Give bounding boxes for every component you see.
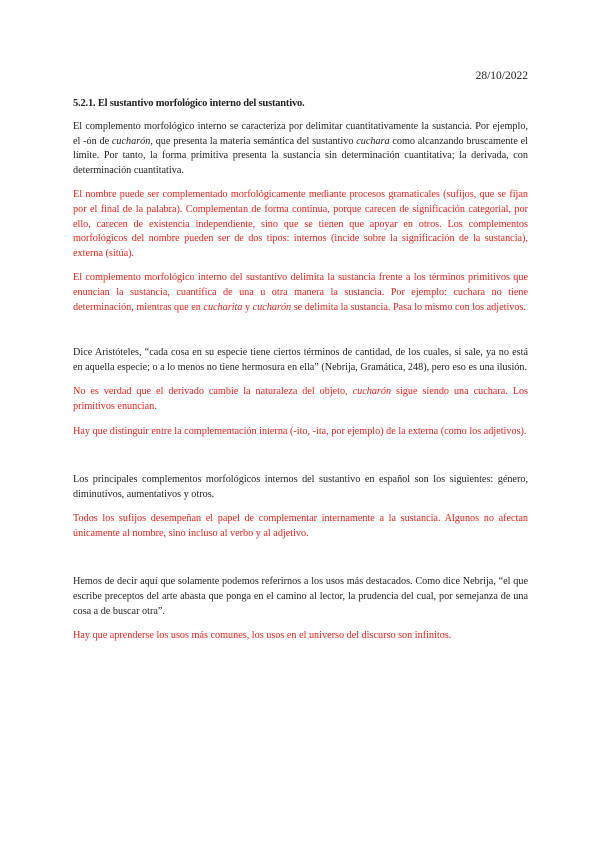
paragraph: Los principales complementos morfológicos internos del sustantivo en español son los siguientes: género, diminutivos, aumentativos y otros. — [73, 474, 528, 500]
spacer — [73, 551, 528, 575]
document-date: 28/10/2022 — [475, 70, 528, 82]
paragraph: Dice Aristóteles, “cada cosa en su especie tiene ciertos términos de cantidad, de los cuales, si sale, ya no está en aquella especie; o a lo menos no tiene hermosura en ella” (Nebrija, Gramática, 248), pero eso es una ilusión. — [73, 347, 528, 373]
note-paragraph: El complemento morfológico interno del sustantivo delimita la sustancia frente a los términos primitivos que enuncian la sustancia, cuantifica de una u otra manera la sustancia. Por ejemplo: cuchara no tiene determinación, mientras que en cucharita y cucharón se delimita la sustancia. Pasa lo mismo con los adjetivos. — [73, 272, 528, 313]
section-heading: 5.2.1. El sustantivo morfológico interno del sustantivo. — [73, 98, 305, 109]
paragraph: El complemento morfológico interno se caracteriza por delimitar cuantitativamente la sustancia. Por ejemplo, el -ón de cucharón, que presenta la materia semántica del sustantivo cuchara como alcanzando bruscamente el límite. Por tanto, la forma primitiva presenta la sustancia sin determinación cuantitativa; la derivada, con determinación cuantitativa. — [73, 121, 528, 176]
note-paragraph: No es verdad que el derivado cambie la naturaleza del objeto, cucharón sigue siendo una cuchara. Los primitivos enuncian. — [73, 386, 528, 412]
paragraph: Hemos de decir aquí que solamente podemos referirnos a los usos más destacados. Como dice Nebrija, “el que escribe preceptos del arte abasta que ponga en el camino al lector, la prudencia del cual, por semejanza de una cosa a de buscar otra”. — [73, 576, 528, 617]
note-paragraph: Todos los sufijos desempeñan el papel de complementar internamente a la sustancia. Algunos no afectan únicamente al nombre, sino incluso al verbo y al adjetivo. — [73, 513, 528, 539]
note-paragraph: Hay que aprenderse los usos más comunes, los usos en el universo del discurso son infinitos. — [73, 630, 452, 642]
note-paragraph: El nombre puede ser complementado morfológicamente mediante procesos gramaticales (sufijos, que se fijan por el final de la palabra). Complementan de forma continua, porque carecen de significación categorial, por ello, carecen de existencia independiente, sino que se tienen que apoyar en otros. Los complementos morfológicos del nombre pueden ser de dos tipos: internos (incide sobre la significación de la sustancia), externa (sitúa). — [73, 189, 528, 259]
spacer — [73, 325, 528, 346]
note-paragraph: Hay que distinguir entre la complementación interna (-ito, -ita, por ejemplo) de la externa (como los adjetivos). — [73, 425, 527, 437]
spacer — [73, 449, 528, 473]
document-body — [73, 98, 528, 654]
